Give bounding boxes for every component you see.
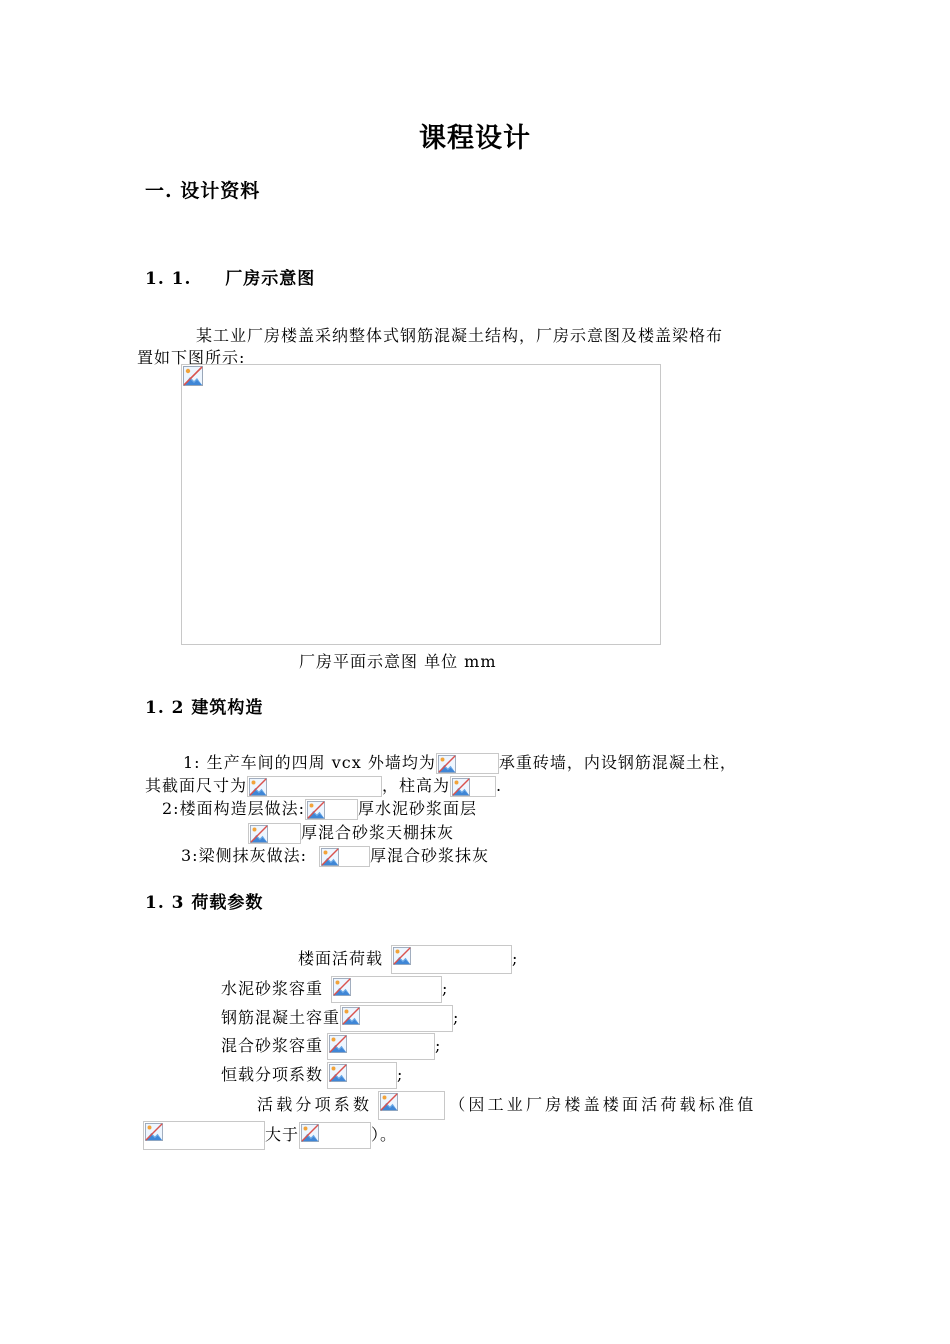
broken-image-icon (321, 848, 339, 866)
construction-item-1-line-1: 1: 生产车间的四周 vcx 外墙均为 承重砖墙，内设钢筋混凝土柱， (183, 753, 737, 772)
formula-image (327, 1033, 435, 1060)
formula-image (331, 976, 442, 1003)
construction-item-3: 3:梁侧抹灰做法: 厚混合砂浆抹灰 (181, 846, 489, 865)
load-live: 楼面活荷载 ; (298, 945, 518, 974)
broken-image-icon (329, 1064, 347, 1082)
load-live-factor: 活载分项系数 （因工业厂房楼盖楼面活荷载标准值 (257, 1091, 756, 1120)
broken-image-icon (329, 1035, 347, 1053)
load-mixed-mortar: 混合砂浆容重 ; (221, 1033, 441, 1060)
formula-image (248, 823, 301, 844)
broken-image-icon (183, 366, 203, 386)
load-cement-mortar: 水泥砂浆容重 ; (221, 976, 448, 1003)
construction-item-2-line-1: 2:楼面构造层做法: 厚水泥砂浆面层 (162, 799, 477, 818)
intro-line-2: 置如下图所示: (137, 348, 246, 367)
construction-item-2-line-2: 厚混合砂浆天棚抹灰 (248, 820, 454, 844)
formula-image (436, 753, 499, 774)
section-heading-design-data: 一. 设计资料 (145, 180, 261, 202)
subsection-number: 1. 2 (145, 698, 185, 718)
broken-image-icon (249, 778, 267, 796)
formula-image (327, 1062, 397, 1089)
load-rc-density: 钢筋混凝土容重 ; (221, 1005, 459, 1032)
broken-image-icon (250, 825, 268, 843)
formula-image (143, 1121, 265, 1150)
page-title: 课程设计 (419, 123, 531, 154)
subsection-title: 荷载参数 (191, 893, 264, 913)
broken-image-icon (393, 947, 411, 965)
subsection-heading-1-3 (145, 888, 263, 913)
broken-image-icon (342, 1007, 360, 1025)
broken-image-icon (452, 778, 470, 796)
intro-line-1: 某工业厂房楼盖采纳整体式钢筋混凝土结构，厂房示意图及楼盖梁格布 (196, 326, 724, 345)
subsection-heading-1-2 (145, 693, 263, 718)
formula-image (340, 1005, 453, 1032)
subsection-number: 1. 3 (145, 893, 185, 913)
broken-image-icon (380, 1093, 398, 1111)
factory-plan-image (181, 364, 661, 645)
broken-image-icon (145, 1123, 163, 1141)
formula-image (378, 1091, 445, 1120)
broken-image-icon (333, 978, 351, 996)
load-dead-factor: 恒载分项系数 ; (221, 1062, 403, 1089)
formula-image (247, 776, 382, 797)
subsection-number: 1. 1. (145, 269, 192, 289)
formula-image (319, 846, 370, 867)
formula-image (391, 945, 512, 974)
broken-image-icon (301, 1124, 319, 1142)
subsection-title: 厂房示意图 (225, 269, 316, 289)
figure-caption: 厂房平面示意图 单位 mm (299, 652, 497, 671)
load-note-continued: 大于 ）。 (143, 1121, 397, 1150)
subsection-title: 建筑构造 (191, 698, 264, 718)
broken-image-icon (438, 755, 456, 773)
formula-image (305, 799, 358, 820)
formula-image (299, 1122, 371, 1149)
construction-item-1-line-2: 其截面尺寸为 ，柱高为 . (145, 776, 503, 795)
subsection-heading-1-1 (145, 264, 315, 289)
broken-image-icon (307, 801, 325, 819)
formula-image (450, 776, 496, 797)
